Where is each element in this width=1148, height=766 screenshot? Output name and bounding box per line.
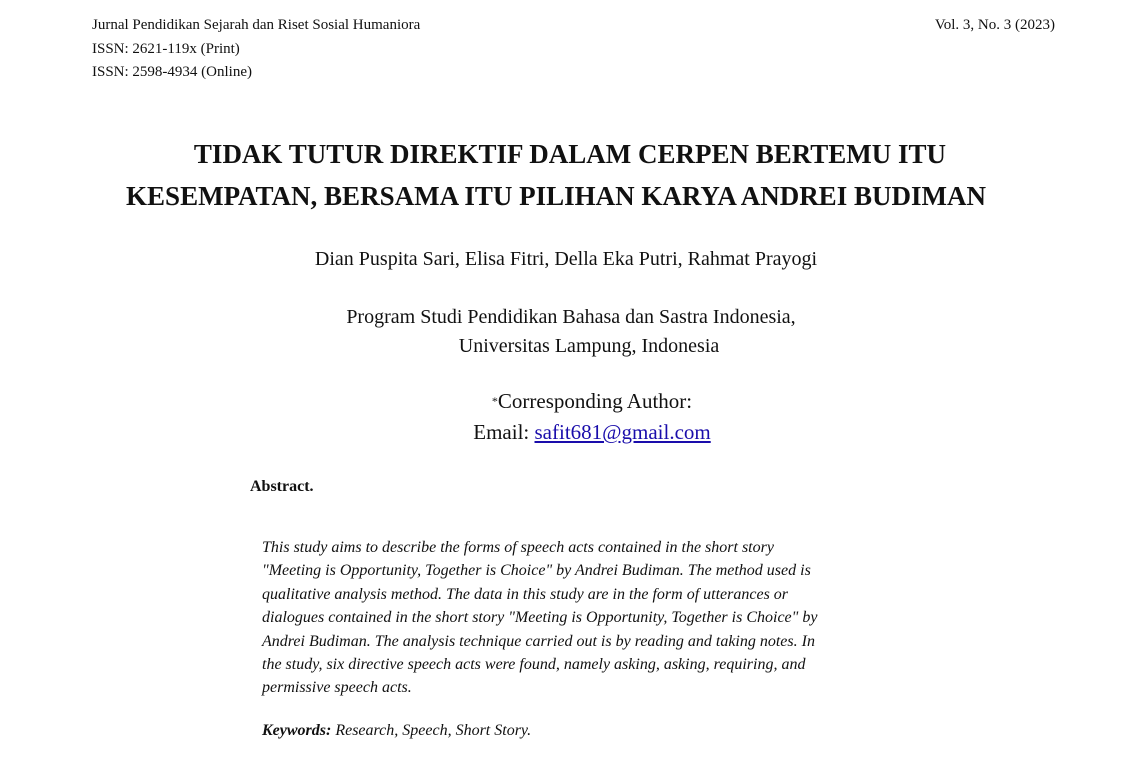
email-label: Email: bbox=[473, 420, 535, 444]
affiliation bbox=[0, 303, 1142, 361]
abstract-heading: Abstract. bbox=[250, 478, 314, 495]
abstract-line: qualitative analysis method. The data in this study are in the form of utterances or bbox=[262, 585, 789, 603]
author-list: Dian Puspita Sari, Elisa Fitri, Della Eka Putri, Rahmat Prayogi bbox=[314, 248, 818, 270]
volume-info: Vol. 3, No. 3 (2023) bbox=[934, 17, 1055, 33]
email-line bbox=[0, 417, 1148, 448]
issn-print: ISSN: 2621-119x (Print) bbox=[92, 40, 240, 57]
abstract-line: permissive speech acts. bbox=[262, 679, 412, 697]
keywords bbox=[262, 722, 531, 740]
issn-online: ISSN: 2598-4934 (Online) bbox=[92, 64, 252, 80]
abstract-line: "Meeting is Opportunity, Together is Choice" by Andrei Budiman. The method used is bbox=[262, 562, 811, 580]
paper-title bbox=[0, 133, 1132, 217]
abstract-line: This study aims to describe the forms of speech acts contained in the short story bbox=[262, 539, 774, 556]
abstract-body bbox=[262, 536, 842, 700]
keywords-label: Keywords: bbox=[262, 722, 332, 739]
journal-header bbox=[92, 14, 420, 85]
keywords-list: Research, Speech, Short Story. bbox=[331, 722, 532, 739]
paper-title-line-2: KESEMPATAN, BERSAMA ITU PILIHAN KARYA ANDREI BUDIMAN bbox=[126, 181, 986, 211]
corresponding-author-block bbox=[0, 386, 1148, 448]
journal-name: Jurnal Pendidikan Sejarah dan Riset Sosial Humaniora bbox=[92, 17, 421, 33]
corresponding-marker: * bbox=[491, 394, 498, 408]
abstract-line: the study, six directive speech acts were found, namely asking, asking, requiring, and bbox=[262, 656, 806, 674]
abstract-line: Andrei Budiman. The analysis technique carried out is by reading and taking notes. In bbox=[262, 632, 815, 650]
corresponding-label: Corresponding Author: bbox=[497, 389, 693, 413]
abstract-line: dialogues contained in the short story "Meeting is Opportunity, Together is Choice" by bbox=[262, 609, 818, 627]
affiliation-line-1: Program Studi Pendidikan Bahasa dan Sastra Indonesia, bbox=[346, 306, 796, 328]
corresponding-author-label bbox=[0, 386, 1148, 417]
email-link[interactable]: safit681@gmail.com bbox=[534, 420, 711, 444]
affiliation-line-2: Universitas Lampung, Indonesia bbox=[458, 335, 720, 357]
paper-title-line-1: TIDAK TUTUR DIREKTIF DALAM CERPEN BERTEMU ITU bbox=[193, 139, 947, 169]
